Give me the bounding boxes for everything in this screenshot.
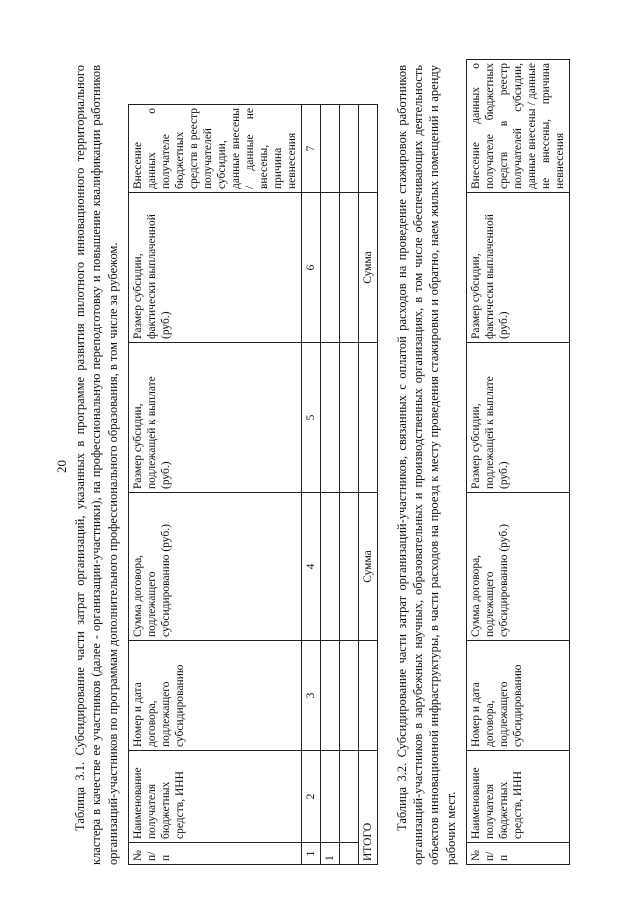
- table-cell: [320, 751, 339, 843]
- table-cell: [339, 641, 358, 751]
- table1-header-cell: Размер субсидии, подлежащей к выплате (руб.): [128, 343, 301, 493]
- table1-caption: Таблица 3.1. Субсидирование части затрат организаций, указанных в программе развития пилотного инновационного территориального кластера в качестве ее участников (далее - организации-участники), на профессиональную переподготовку и повышение квалификации работников организаций-участников по программам дополнительного профессионального образования, в том числе за рубежом.: [73, 65, 120, 865]
- table1-data-row: [320, 105, 339, 865]
- table2-caption: Таблица 3.2. Субсидирование части затрат организаций-участников, связанных с оплатой расходов на проведение стажировок работников организаций-участников в зарубежных научных, образовательных и производственных организациях, в том числе обеспечивающих деятельность объектов инновационной инфраструктуры, в части расходов на проезд к месту проведения стажировки и обратно, наем жилых помещений и аренду рабочих мест.: [394, 65, 458, 865]
- table-cell: [320, 343, 339, 493]
- table-cell: [339, 193, 358, 343]
- table2-header-row: [467, 60, 570, 865]
- table1-total-row: [358, 105, 377, 865]
- table2-header-cell: Размер субсидии, фактически выплаченной (руб.): [467, 193, 570, 343]
- sum-cell: Сумма: [358, 493, 377, 641]
- row-index: 1: [320, 843, 339, 865]
- table2-header-cell: Наименование получателя бюджетных средств, ИНН: [467, 751, 570, 843]
- table2-header-cell: № п/п: [467, 843, 570, 865]
- table-cell: [320, 105, 339, 193]
- table1-blank-row: [339, 105, 358, 865]
- total-label: ИТОГО: [358, 751, 377, 865]
- table2-header-cell: Внесение данных о получателе бюджетных средств в реестр получателей субсидии, данные внесены / данные не внесены, причина невнесения: [467, 60, 570, 193]
- table1-header-cell: № п/п: [128, 843, 301, 865]
- table2-header-cell: Размер субсидии, подлежащей к выплате (руб.): [467, 343, 570, 493]
- table-cell: [320, 641, 339, 751]
- table1-number-row: [301, 105, 320, 865]
- table1: [128, 104, 378, 865]
- table1-header-row: [128, 105, 301, 865]
- table-cell: [339, 493, 358, 641]
- table-cell: [339, 105, 358, 193]
- table-cell: [358, 105, 377, 193]
- table1-header-cell: Внесение данных о получателе бюджетных средств в реестр получателей субсидии, данные внесены / данные не внесены, причина невнесения: [128, 105, 301, 193]
- table-cell: [320, 193, 339, 343]
- table2-header-cell: Сумма договора, подлежащего субсидированию (руб.): [467, 493, 570, 641]
- column-number: 1: [301, 843, 320, 865]
- table1-header-cell: Сумма договора, подлежащего субсидированию (руб.): [128, 493, 301, 641]
- table2: [466, 59, 570, 865]
- table1-header-cell: Номер и дата договора, подлежащего субсидированию: [128, 641, 301, 751]
- table-cell: [339, 843, 358, 865]
- table2-header-cell: Номер и дата договора, подлежащего субсидированию: [467, 641, 570, 751]
- column-number: 7: [301, 105, 320, 193]
- column-number: 6: [301, 193, 320, 343]
- column-number: 5: [301, 343, 320, 493]
- table-cell: [339, 751, 358, 843]
- sum-cell: Сумма: [358, 193, 377, 343]
- table-cell: [339, 343, 358, 493]
- table-cell: [358, 343, 377, 493]
- column-number: 4: [301, 493, 320, 641]
- column-number: 2: [301, 751, 320, 843]
- table-cell: [358, 641, 377, 751]
- rotated-content: [72, 65, 570, 865]
- page-number: 20: [54, 460, 69, 473]
- table1-header-cell: Размер субсидии, фактически выплаченной (руб.): [128, 193, 301, 343]
- table-cell: [320, 493, 339, 641]
- column-number: 3: [301, 641, 320, 751]
- table1-header-cell: Наименование получателя бюджетных средств, ИНН: [128, 751, 301, 843]
